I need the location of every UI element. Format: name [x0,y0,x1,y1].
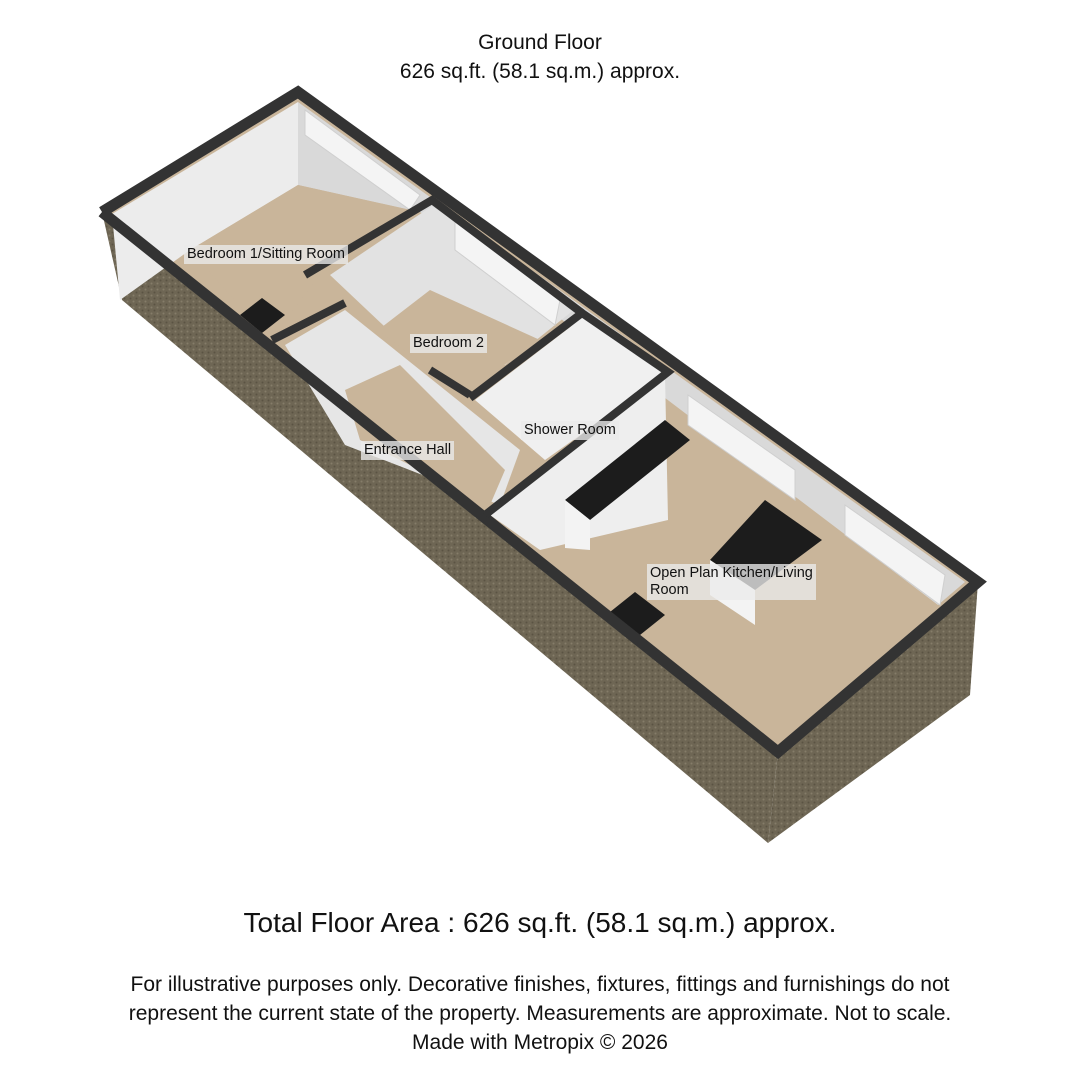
room-label-shower-room: Shower Room [521,421,619,440]
room-label-kitchen-line1: Open Plan Kitchen/Living [650,565,813,581]
total-floor-area: Total Floor Area : 626 sq.ft. (58.1 sq.m.) approx. [243,907,837,938]
disclaimer-line1: For illustrative purposes only. Decorative finishes, fixtures, fittings and furnishings do not [130,973,950,996]
credit-line: Made with Metropix © 2026 [412,1031,668,1054]
floor-name: Ground Floor [478,31,602,54]
room-label-bedroom1: Bedroom 1/Sitting Room [184,245,348,264]
room-label-kitchen-living [647,564,816,600]
room-label-entrance-hall: Entrance Hall [361,441,454,460]
disclaimer [60,970,1020,1057]
disclaimer-line2: represent the current state of the property. Measurements are approximate. Not to scale. [128,1002,952,1025]
floor-area: 626 sq.ft. (58.1 sq.m.) approx. [399,60,681,83]
room-label-kitchen-line2: Room [650,582,689,598]
room-label-bedroom2: Bedroom 2 [410,334,487,353]
